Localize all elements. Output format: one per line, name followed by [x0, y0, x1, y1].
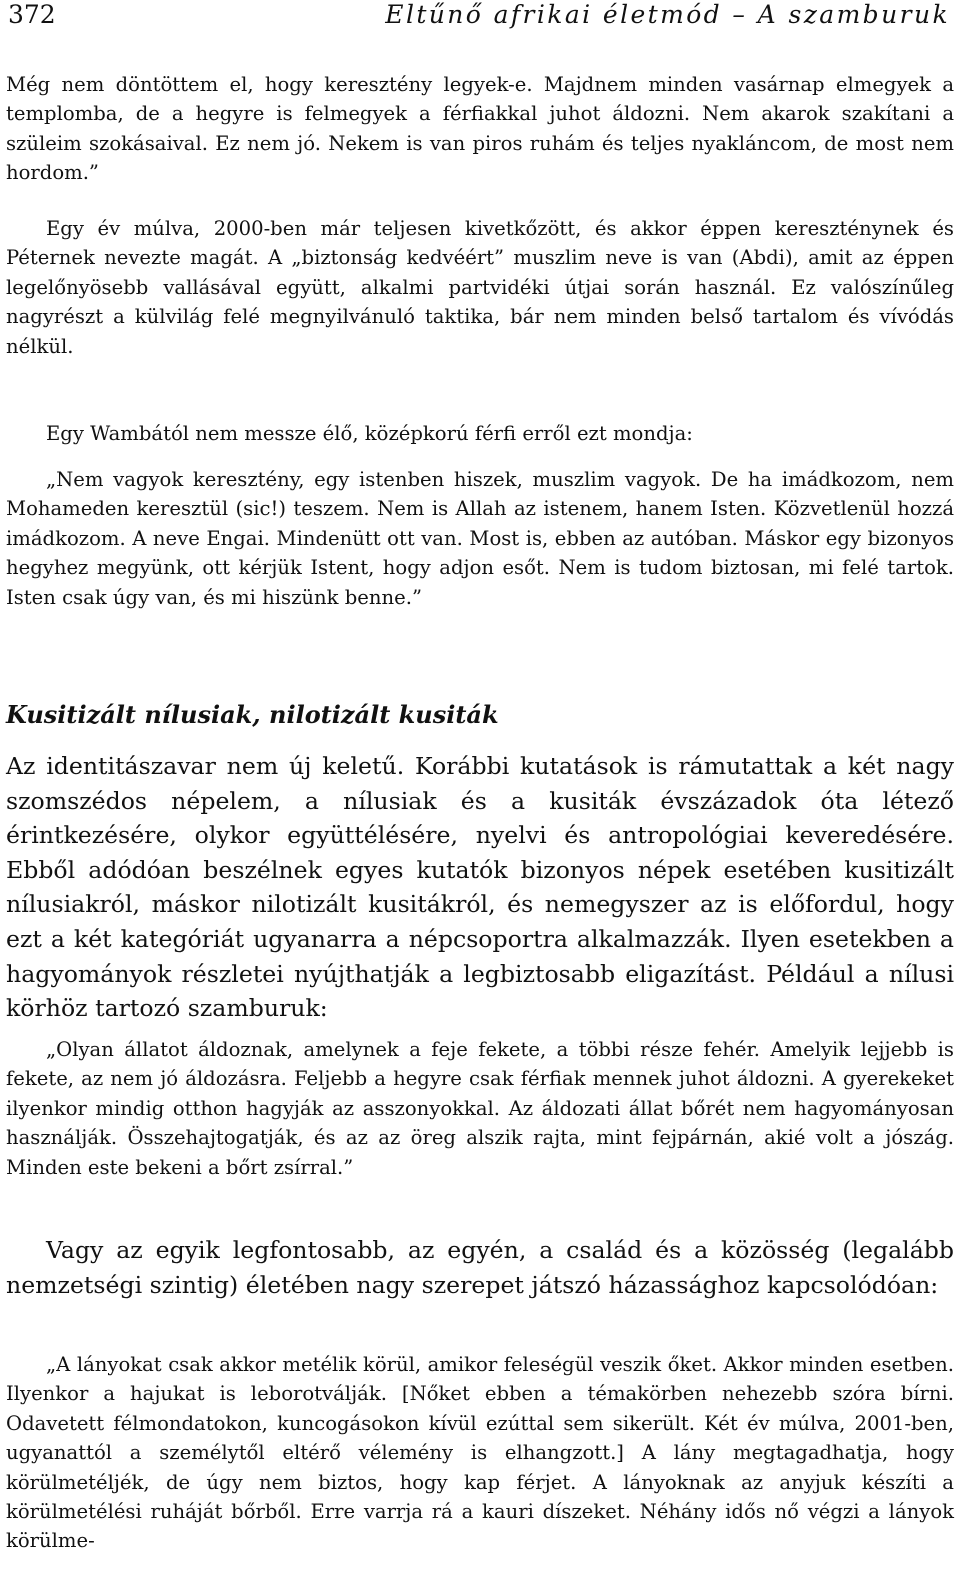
- quote-text: „Nem vagyok keresztény, egy istenben hiszek, muszlim vagyok. De ha imádkozom, nem Mohameden keresztül (sic!) teszem. Nem is Allah az istenem, hanem Isten. Közvetlenül hozzá imádkozom. A neve Engai. Mindenütt ott van. Most is, ebben az autóban. Máskor egy bizonyos hegyhez megyünk, ott kérjük Istent, hogy adjon esőt. Nem is tudom biztosan, mi felé tartok. Isten csak úgy van, és mi hiszünk benne.”: [6, 468, 954, 609]
- quote-block-1: [6, 70, 954, 188]
- quote-text: „A lányokat csak akkor metélik körül, amikor feleségül veszik őket. Akkor minden esetben. Ilyenkor a hajukat is leborotválják. [Nőket ebben a témakörben nehezebb szóra bírni. Odavetett félmondatokon, kuncogásokon kívül ezúttal sem sikerült. Két év múlva, 2001-ben, ugyanattól a személytől eltérő vélemény is elhangzott.] A lány megtagadhatja, hogy körülmetéljék, de úgy nem biztos, hogy kap férjet. A lányoknak az anyjuk készíti a körülmetélési ruháját bőrből. Erre varrja rá a kauri díszeket. Néhány idős nő végzi a lányok körülme-: [6, 1353, 954, 1553]
- running-title: Eltűnő afrikai életmód – A szamburuk: [385, 0, 950, 29]
- quote-block-2: [6, 465, 954, 612]
- page-header: [6, 0, 954, 30]
- quote-block-3: [6, 1035, 954, 1182]
- body-paragraph-3: [6, 749, 954, 1026]
- body-paragraph-1: [6, 214, 954, 361]
- paragraph-text: Egy év múlva, 2000-ben már teljesen kivetkőzött, és akkor éppen kereszténynek és Péternek nevezte magát. A „biztonság kedvéért” muszlim neve is van (Abdi), amit az éppen legelőnyösebb vallásával együtt, alkalmi partvidéki útjai során használ. Ez valószínűleg nagyrészt a külvilág felé megnyilvánuló taktika, bár nem minden belső tartalom és vívódás nélkül.: [6, 217, 954, 358]
- paragraph-text: Az identitászavar nem új keletű. Korábbi kutatások is rámutattak a két nagy szomszédos népelem, a nílusiak és a kusiták évszázadok óta létező érintkezésére, olykor együttélésére, nyelvi és antropológiai keveredésére. Ebből adódóan beszélnek egyes kutatók bizonyos népek esetében kusitizált nílusiakról, máskor nilotizált kusitákról, és nemegyszer az is előfordul, hogy ezt a két kategóriát ugyanarra a népcsoportra alkalmazzák. Ilyen esetekben a hagyományok részletei nyújthatják a legbiztosabb eligazítást. Például a nílusi körhöz tartozó szamburuk:: [6, 752, 954, 1023]
- paragraph-text: Vagy az egyik legfontosabb, az egyén, a család és a közösség (legalább nemzetségi szintig) életében nagy szerepet játszó házassághoz kapcsolódóan:: [6, 1236, 954, 1299]
- page-number: 372: [8, 0, 56, 29]
- quote-text: „Olyan állatot áldoznak, amelynek a feje fekete, a többi része fehér. Amelyik lejjebb is fekete, az nem jó áldozásra. Feljebb a hegyre csak férfiak mennek juhot áldozni. A gyerekeket ilyenkor mindig otthon hagyják az asszonyokkal. Az áldozati állat bőrét nem hagyományosan használják. Összehajtogatják, és az az öreg alszik rajta, mint fejpárnán, akié volt a jószág. Minden este bekeni a bőrt zsírral.”: [6, 1038, 954, 1179]
- body-paragraph-2: [6, 419, 954, 448]
- section-heading: Kusitizált nílusiak, nilotizált kusiták: [6, 700, 499, 729]
- body-paragraph-4: [6, 1233, 954, 1302]
- paragraph-text: Egy Wambától nem messze élő, középkorú férfi erről ezt mondja:: [46, 422, 693, 445]
- quote-text: Még nem döntöttem el, hogy keresztény legyek-e. Majdnem minden vasárnap elmegyek a templomba, de a hegyre is felmegyek a férfiakkal juhot áldozni. Nem akarok szakítani a szüleim szokásaival. Ez nem jó. Nekem is van piros ruhám és teljes nyakláncom, de most nem hordom.”: [6, 73, 954, 185]
- quote-block-4: [6, 1350, 954, 1556]
